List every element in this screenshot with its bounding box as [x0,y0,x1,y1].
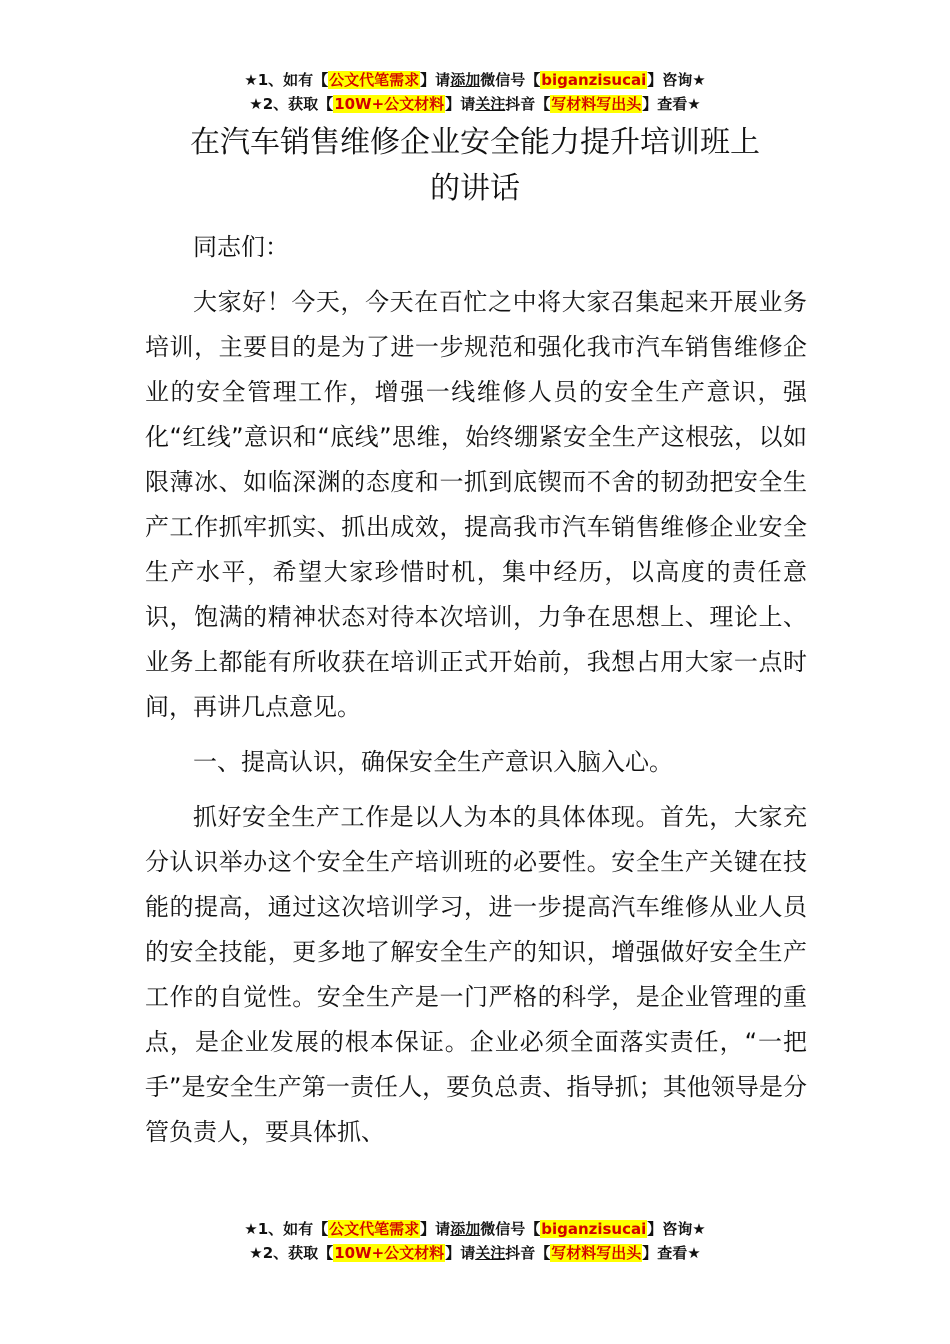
footer-banner [0,1217,950,1265]
title-line-1: 在汽车销售维修企业安全能力提升培训班上 [190,125,760,160]
banner-text: 】查看★ [642,1244,701,1262]
title-line-2: 的讲话 [430,171,520,206]
banner-text: ★1、如有【 [244,1220,329,1238]
banner-text: 】查看★ [642,95,701,113]
banner-text: 微信号【 [480,71,541,89]
banner-underlined-text: 添加 [450,71,481,89]
banner-text: 】请 [445,1244,476,1262]
salutation: 同志们： [193,233,289,261]
highlight-materials: 10W+公文材料 [334,95,445,113]
paragraph: 大家好！今天，今天在百忙之中将大家召集起来开展业务培训，主要目的是为了进一步规范和强化我市汽车销售维修企业的安全管理工作，增强一线维修人员的安全生产意识，强化“红线”意识和“底线”思维，始终绷紧安全生产这根弦，以如限薄冰、如临深渊的态度和一抓到底锲而不舍的韧劲把安全生产工作抓牢抓实、抓出成效，提高我市汽车销售维修企业安全生产水平，希望大家珍惜时机，集中经历，以高度的责任意识，饱满的精神状态对待本次培训，力争在思想上、理论上、业务上都能有所收获在培训正式开始前，我想占用大家一点时间，再讲几点意见。 [145,288,807,721]
banner-line-1 [0,68,950,92]
header-banner [0,68,950,116]
banner-underlined-text: 关注 [475,95,506,113]
banner-text: ★2、获取【 [249,1244,334,1262]
section-heading: 一、提高认识，确保安全生产意识入脑入心。 [193,748,673,776]
highlight-douyin-account: 写材料写出头 [551,1244,642,1262]
banner-text: 】请 [445,95,476,113]
banner-text: 抖音【 [505,95,551,113]
highlight-service: 公文代笔需求 [329,1220,420,1238]
banner-text: 微信号【 [480,1220,541,1238]
banner-text: ★2、获取【 [249,95,334,113]
banner-underlined-text: 添加 [450,1220,481,1238]
banner-line-2 [0,1241,950,1265]
paragraph: 抓好安全生产工作是以人为本的具体体现。首先，大家充分认识举办这个安全生产培训班的必要性。安全生产关键在技能的提高，通过这次培训学习，进一步提高汽车维修从业人员的安全技能，更多地了解安全生产的知识，增强做好安全生产工作的自觉性。安全生产是一门严格的科学，是企业管理的重点，是企业发展的根本保证。企业必须全面落实责任，“一把手”是安全生产第一责任人，要负总责、指导抓；其他领导是分管负责人，要具体抓、 [145,803,807,1146]
banner-text: 抖音【 [505,1244,551,1262]
banner-text: ★1、如有【 [244,71,329,89]
highlight-wechat-id: biganzisucai [541,71,647,89]
banner-text: 】咨询★ [647,1220,706,1238]
highlight-service: 公文代笔需求 [329,71,420,89]
highlight-douyin-account: 写材料写出头 [551,95,642,113]
highlight-wechat-id: biganzisucai [541,1220,647,1238]
banner-line-2 [0,92,950,116]
banner-text: 】咨询★ [647,71,706,89]
banner-line-1 [0,1217,950,1241]
banner-underlined-text: 关注 [475,1244,506,1262]
document-title [145,120,805,212]
banner-text: 】请 [420,1220,451,1238]
document-body [145,225,807,1165]
banner-text: 】请 [420,71,451,89]
highlight-materials: 10W+公文材料 [334,1244,445,1262]
